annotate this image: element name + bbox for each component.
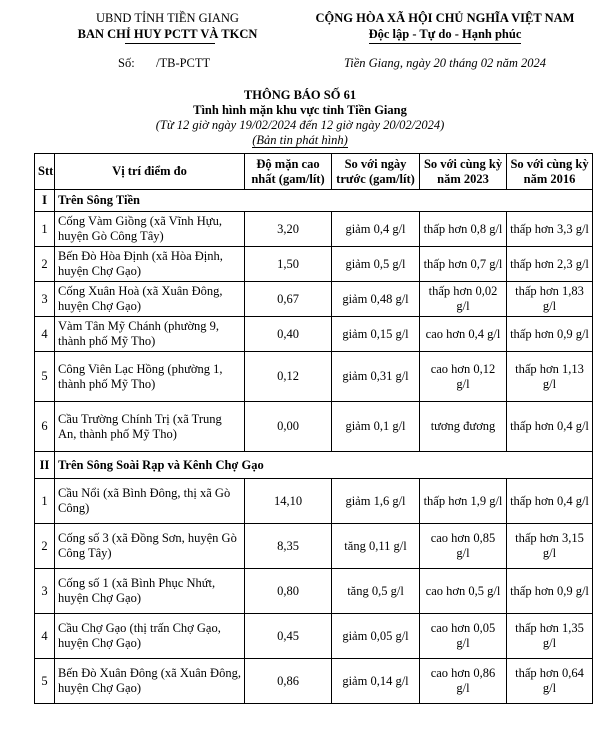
row-location: Cầu Trường Chính Trị (xã Trung An, thành phố Mỹ Tho) [55, 402, 245, 452]
row-salinity: 0,86 [245, 659, 332, 704]
row-stt: 2 [35, 524, 55, 569]
row-location: Cống Vàm Giồng (xã Vĩnh Hựu, huyện Gò Công Tây) [55, 212, 245, 247]
row-vs-2023: thấp hơn 0,7 g/l [420, 247, 507, 282]
row-vs-2016: thấp hơn 1,13 g/l [507, 352, 593, 402]
row-vs-2023: thấp hơn 1,9 g/l [420, 479, 507, 524]
row-vs-prev-day: giảm 0,05 g/l [332, 614, 420, 659]
row-vs-prev-day: giảm 0,48 g/l [332, 282, 420, 317]
row-vs-2023: thấp hơn 0,8 g/l [420, 212, 507, 247]
row-vs-2023: cao hơn 0,4 g/l [420, 317, 507, 352]
section-row [35, 452, 593, 479]
document-number [118, 56, 210, 71]
table-row [35, 282, 593, 317]
row-location: Vàm Tân Mỹ Chánh (phường 9, thành phố Mỹ Tho) [55, 317, 245, 352]
table-row [35, 212, 593, 247]
row-salinity: 0,80 [245, 569, 332, 614]
row-location: Bến Đò Hòa Định (xã Hòa Định, huyện Chợ Gạo) [55, 247, 245, 282]
row-salinity: 0,67 [245, 282, 332, 317]
row-stt: 4 [35, 317, 55, 352]
header-vs-2023: So với cùng kỳ năm 2023 [420, 154, 507, 190]
title-period: (Từ 12 giờ ngày 19/02/2024 đến 12 giờ ngày 20/02/2024) [155, 118, 445, 132]
row-vs-2016: thấp hơn 1,83 g/l [507, 282, 593, 317]
row-stt: 3 [35, 569, 55, 614]
motto: Độc lập - Tự do - Hạnh phúc [369, 26, 522, 44]
row-vs-2016: thấp hơn 3,15 g/l [507, 524, 593, 569]
row-location: Công Viên Lạc Hồng (phường 1, thành phố Mỹ Tho) [55, 352, 245, 402]
row-vs-2016: thấp hơn 0,9 g/l [507, 569, 593, 614]
row-salinity: 0,45 [245, 614, 332, 659]
row-location: Cống số 1 (xã Bình Phục Nhứt, huyện Chợ Gạo) [55, 569, 245, 614]
row-vs-prev-day: giảm 0,31 g/l [332, 352, 420, 402]
section-title: Trên Sông Soài Rạp và Kênh Chợ Gạo [55, 452, 593, 479]
section-title: Trên Sông Tiền [55, 190, 593, 212]
document-number-value: /TB-PCTT [156, 56, 211, 70]
issuing-agency [60, 10, 275, 42]
table-row [35, 524, 593, 569]
document-date: Tiền Giang, ngày 20 tháng 02 năm 2024 [343, 56, 547, 70]
row-vs-2016: thấp hơn 2,3 g/l [507, 247, 593, 282]
agency-parent: UBND TỈNH TIỀN GIANG [96, 11, 239, 25]
row-vs-prev-day: giảm 0,4 g/l [332, 212, 420, 247]
row-stt: 4 [35, 614, 55, 659]
row-salinity: 0,12 [245, 352, 332, 402]
row-salinity: 3,20 [245, 212, 332, 247]
row-vs-2023: thấp hơn 0,02 g/l [420, 282, 507, 317]
header-vs-2016: So với cùng kỳ năm 2016 [507, 154, 593, 190]
table-row [35, 569, 593, 614]
table-row [35, 659, 593, 704]
document-number-label: Số: [118, 56, 135, 70]
header-vs-prev-day: So với ngày trước (gam/lít) [332, 154, 420, 190]
document-title [0, 88, 600, 148]
row-location: Bến Đò Xuân Đông (xã Xuân Đông, huyện Chợ Gạo) [55, 659, 245, 704]
row-vs-prev-day: tăng 0,11 g/l [332, 524, 420, 569]
table-body [35, 190, 593, 704]
national-motto [300, 10, 590, 44]
title-subject: Tình hình mặn khu vực tỉnh Tiền Giang [193, 103, 407, 117]
row-vs-2016: thấp hơn 0,9 g/l [507, 317, 593, 352]
agency-underline [125, 43, 215, 44]
row-vs-prev-day: giảm 0,5 g/l [332, 247, 420, 282]
row-location: Cống số 3 (xã Đồng Sơn, huyện Gò Công Tây) [55, 524, 245, 569]
row-vs-2023: cao hơn 0,5 g/l [420, 569, 507, 614]
header-salinity: Độ mặn cao nhất (gam/lít) [245, 154, 332, 190]
section-row [35, 190, 593, 212]
table-row [35, 317, 593, 352]
row-vs-prev-day: giảm 0,14 g/l [332, 659, 420, 704]
row-vs-2016: thấp hơn 0,64 g/l [507, 659, 593, 704]
row-vs-2016: thấp hơn 3,3 g/l [507, 212, 593, 247]
row-location: Cống Xuân Hoà (xã Xuân Đông, huyện Chợ Gạo) [55, 282, 245, 317]
row-vs-prev-day: tăng 0,5 g/l [332, 569, 420, 614]
row-stt: 2 [35, 247, 55, 282]
row-vs-2023: cao hơn 0,12 g/l [420, 352, 507, 402]
row-vs-2023: cao hơn 0,86 g/l [420, 659, 507, 704]
row-stt: 1 [35, 479, 55, 524]
table-row [35, 479, 593, 524]
row-salinity: 0,00 [245, 402, 332, 452]
row-vs-prev-day: giảm 0,1 g/l [332, 402, 420, 452]
table-row [35, 402, 593, 452]
table-header-row [35, 154, 593, 190]
row-location: Cầu Chợ Gạo (thị trấn Chợ Gạo, huyện Chợ Gạo) [55, 614, 245, 659]
table-row [35, 352, 593, 402]
row-stt: 5 [35, 352, 55, 402]
row-salinity: 0,40 [245, 317, 332, 352]
section-number: II [35, 452, 55, 479]
row-vs-prev-day: giảm 0,15 g/l [332, 317, 420, 352]
row-vs-2016: thấp hơn 0,4 g/l [507, 479, 593, 524]
row-vs-2016: thấp hơn 0,4 g/l [507, 402, 593, 452]
row-salinity: 8,35 [245, 524, 332, 569]
row-location: Cầu Nổi (xã Bình Đông, thị xã Gò Công) [55, 479, 245, 524]
row-vs-2023: cao hơn 0,05 g/l [420, 614, 507, 659]
row-salinity: 1,50 [245, 247, 332, 282]
row-stt: 5 [35, 659, 55, 704]
agency-name: BAN CHỈ HUY PCTT VÀ TKCN [77, 27, 258, 41]
title-number: THÔNG BÁO SỐ 61 [243, 88, 357, 102]
header-location: Vị trí điểm đo [55, 154, 245, 190]
row-vs-prev-day: giảm 1,6 g/l [332, 479, 420, 524]
country-name: CỘNG HÒA XÃ HỘI CHỦ NGHĨA VIỆT NAM [315, 11, 575, 25]
table-row [35, 614, 593, 659]
row-salinity: 14,10 [245, 479, 332, 524]
salinity-table [34, 153, 593, 704]
table-row [35, 247, 593, 282]
row-vs-2023: cao hơn 0,85 g/l [420, 524, 507, 569]
header-stt: Stt [35, 154, 55, 190]
row-stt: 1 [35, 212, 55, 247]
row-vs-2016: thấp hơn 1,35 g/l [507, 614, 593, 659]
row-vs-2023: tương đương [420, 402, 507, 452]
section-number: I [35, 190, 55, 212]
row-stt: 6 [35, 402, 55, 452]
title-note: (Bản tin phát hình) [252, 133, 348, 147]
row-stt: 3 [35, 282, 55, 317]
